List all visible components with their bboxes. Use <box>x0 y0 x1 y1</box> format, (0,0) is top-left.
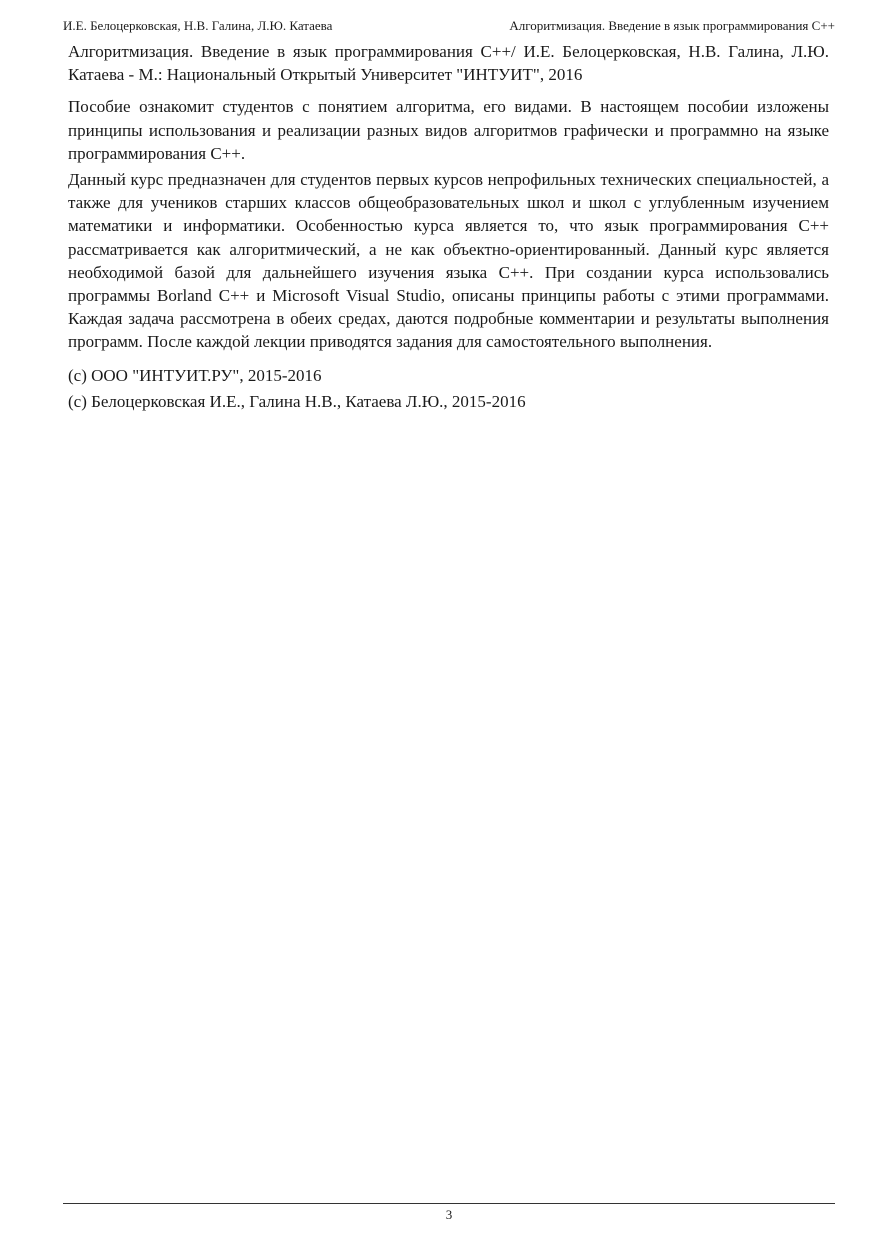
copyright-publisher: (c) ООО "ИНТУИТ.РУ", 2015-2016 <box>68 365 322 385</box>
header-title: Алгоритмизация. Введение в язык программирования С++ <box>509 18 835 33</box>
header-authors: И.Е. Белоцерковская, Н.В. Галина, Л.Ю. Катаева <box>63 18 333 33</box>
annotation-paragraph-1: Пособие ознакомит студентов с понятием алгоритма, его видами. В настоящем пособии изложены принципы использования и реализации разных видов алгоритмов графически и программно на языке программирования С++. <box>68 97 829 163</box>
annotation-paragraph-2: Данный курс предназначен для студентов первых курсов непрофильных технических специальностей, а также для учеников старших классов общеобразовательных школ и школ с углубленным изучением математики и информатики. Особенностью курса является то, что язык программирования С++ рассматривается как алгоритмический, а не как объектно-ориентированный. Данный курс является необходимой базой для дальнейшего изучения языка С++. При создании курса использовались программы Borland C++ и Microsoft Visual Studio, описаны принципы работы с этими программами. Каждая задача рассмотрена в обеих средах, даются подробные комментарии и результаты выполнения программ. После каждой лекции приводятся задания для самостоятельного выполнения. <box>68 170 829 352</box>
bibliographic-citation: Алгоритмизация. Введение в язык программирования С++/ И.Е. Белоцерковская, Н.В. Галина, Л.Ю. Катаева - М.: Национальный Открытый Университет "ИНТУИТ", 2016 <box>68 42 829 85</box>
page-number: 3 <box>445 1207 453 1222</box>
footer-divider <box>63 1203 835 1204</box>
copyright-authors: (c) Белоцерковская И.Е., Галина Н.В., Катаева Л.Ю., 2015-2016 <box>68 391 526 411</box>
page-content <box>68 40 829 415</box>
running-header <box>63 16 835 36</box>
